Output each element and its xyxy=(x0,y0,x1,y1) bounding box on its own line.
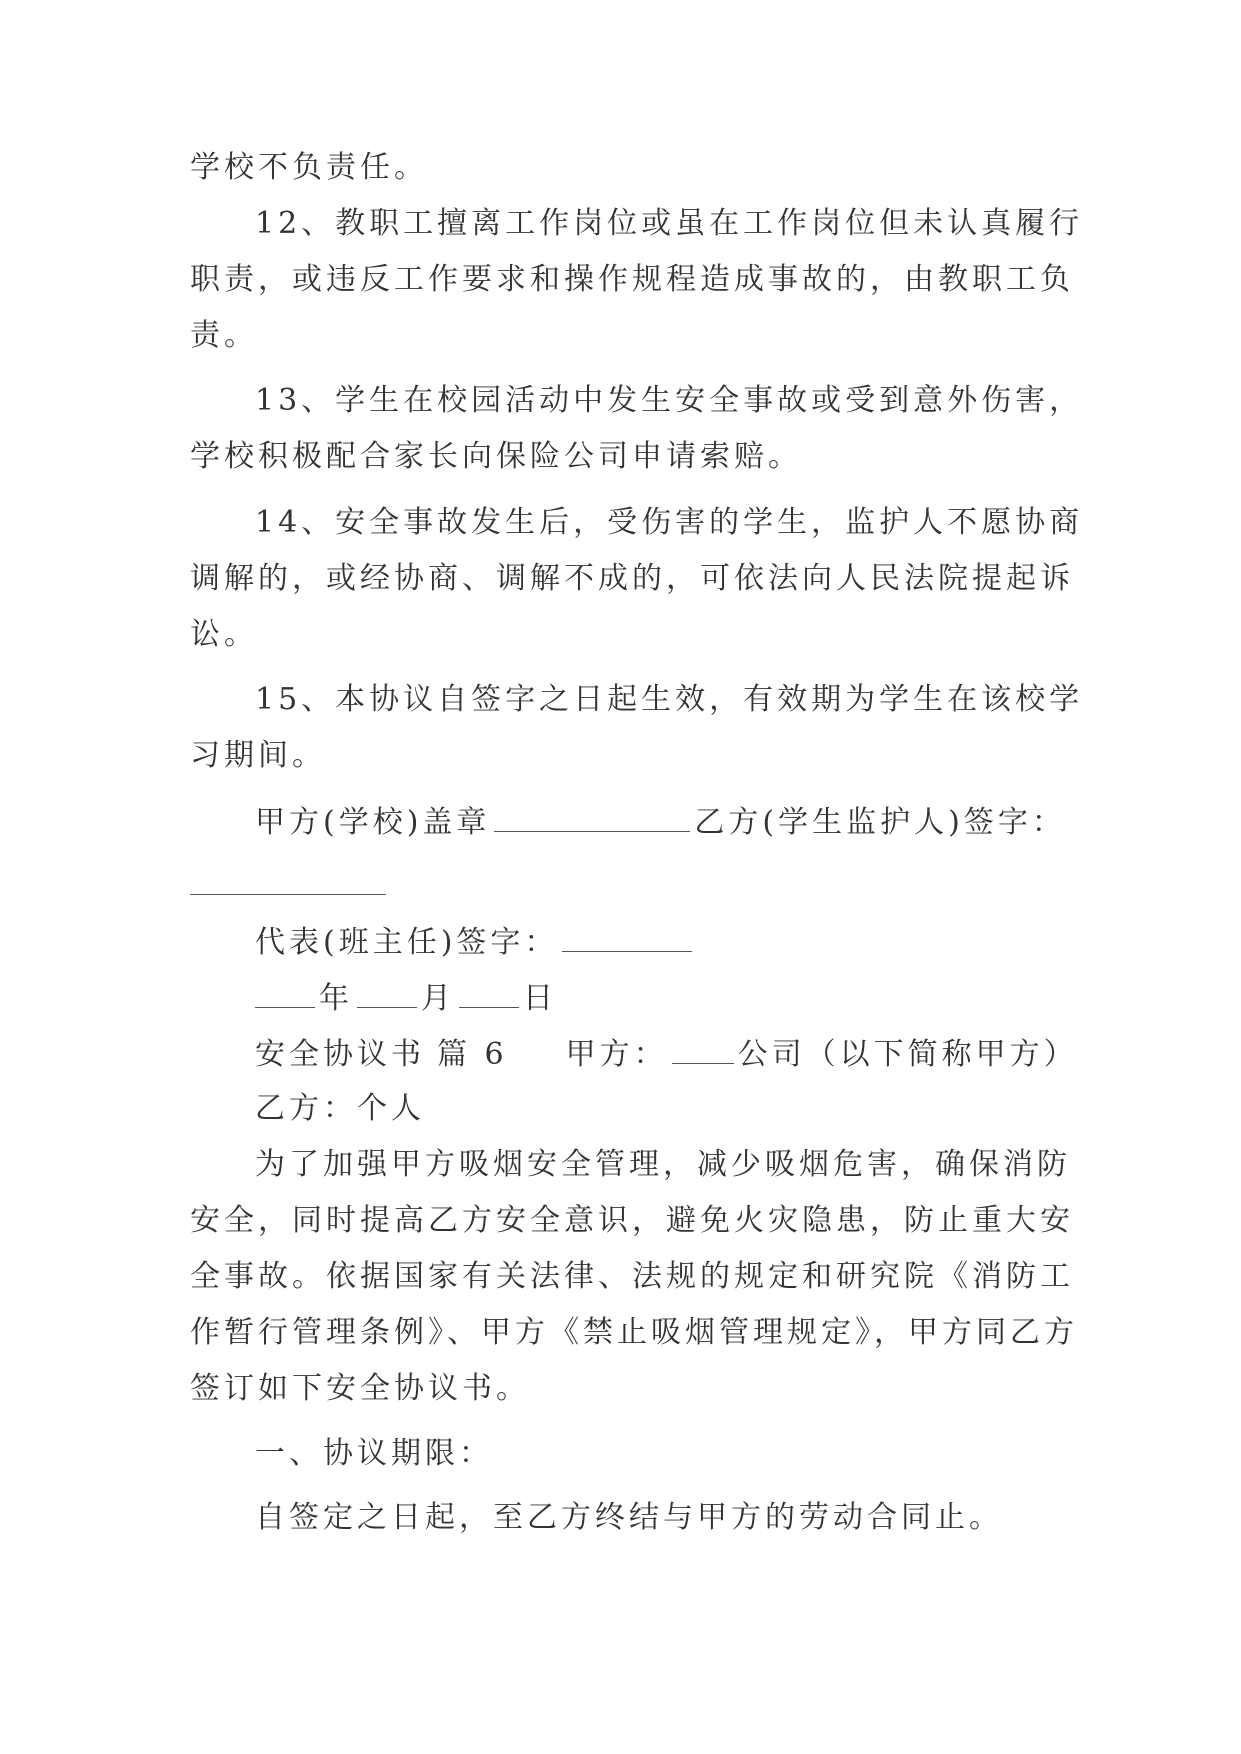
party-a-seal-blank[interactable] xyxy=(494,801,690,832)
representative-line xyxy=(255,921,696,961)
clause-12: 12、教职工擅离工作岗位或虽在工作岗位但未认真履行 xyxy=(255,206,1084,241)
year-label: 年 xyxy=(319,981,353,1016)
year-blank[interactable] xyxy=(255,977,315,1008)
preamble-line: 全事故。依据国家有关法律、法规的规定和研究院《消防工 xyxy=(190,1259,1074,1294)
company-name-blank[interactable] xyxy=(672,1033,734,1064)
party-a-label: 甲方： xyxy=(565,1037,668,1072)
clause-15: 15、本协议自签字之日起生效，有效期为学生在该校学 xyxy=(255,682,1084,717)
clause-13: 13、学生在校园活动中发生安全事故或受到意外伤害， xyxy=(255,383,1084,418)
clause-14: 14、安全事故发生后，受伤害的学生，监护人不愿协商 xyxy=(255,505,1084,540)
party-a-seal-label: 甲方(学校)盖章 xyxy=(255,805,491,840)
party-b-sign-label: 乙方(学生监护人)签字： xyxy=(694,805,1066,840)
party-b-line: 乙方：个人 xyxy=(255,1091,425,1126)
term-heading: 一、协议期限： xyxy=(255,1436,493,1471)
party-a-suffix: 公司（以下简称甲方） xyxy=(737,1037,1078,1072)
term-text: 自签定之日起，至乙方终结与甲方的劳动合同止。 xyxy=(255,1500,1003,1535)
text-line: 学校积极配合家长向保险公司申请索赔。 xyxy=(190,439,802,474)
section-chapter: 篇 6 xyxy=(437,1037,508,1072)
section-heading-line xyxy=(255,1033,1078,1073)
preamble-line: 签订如下安全协议书。 xyxy=(190,1371,530,1406)
party-b-sign-blank[interactable] xyxy=(190,893,386,895)
date-line xyxy=(255,977,557,1017)
signature-line xyxy=(255,801,1066,841)
text-line: 责。 xyxy=(190,318,258,353)
preamble-line: 安全，同时提高乙方安全意识，避免火灾隐患，防止重大安 xyxy=(190,1203,1074,1238)
text-line: 讼。 xyxy=(190,617,258,652)
month-label: 月 xyxy=(421,981,455,1016)
text-line: 习期间。 xyxy=(190,738,326,773)
text-line: 调解的，或经协商、调解不成的，可依法向人民法院提起诉 xyxy=(190,561,1074,596)
text-line: 职责，或违反工作要求和操作规程造成事故的，由教职工负 xyxy=(190,262,1074,297)
rep-sign-label: 代表(班主任)签字： xyxy=(255,925,559,960)
text-line: 学校不负责任。 xyxy=(190,150,428,185)
preamble-line: 作暂行管理条例》、甲方《禁止吸烟管理规定》，甲方同乙方 xyxy=(190,1315,1078,1350)
day-label: 日 xyxy=(523,981,557,1016)
day-blank[interactable] xyxy=(459,977,519,1008)
month-blank[interactable] xyxy=(357,977,417,1008)
rep-sign-blank[interactable] xyxy=(562,921,692,952)
preamble-line: 为了加强甲方吸烟安全管理，减少吸烟危害，确保消防 xyxy=(255,1147,1071,1182)
section-title: 安全协议书 xyxy=(255,1037,425,1072)
